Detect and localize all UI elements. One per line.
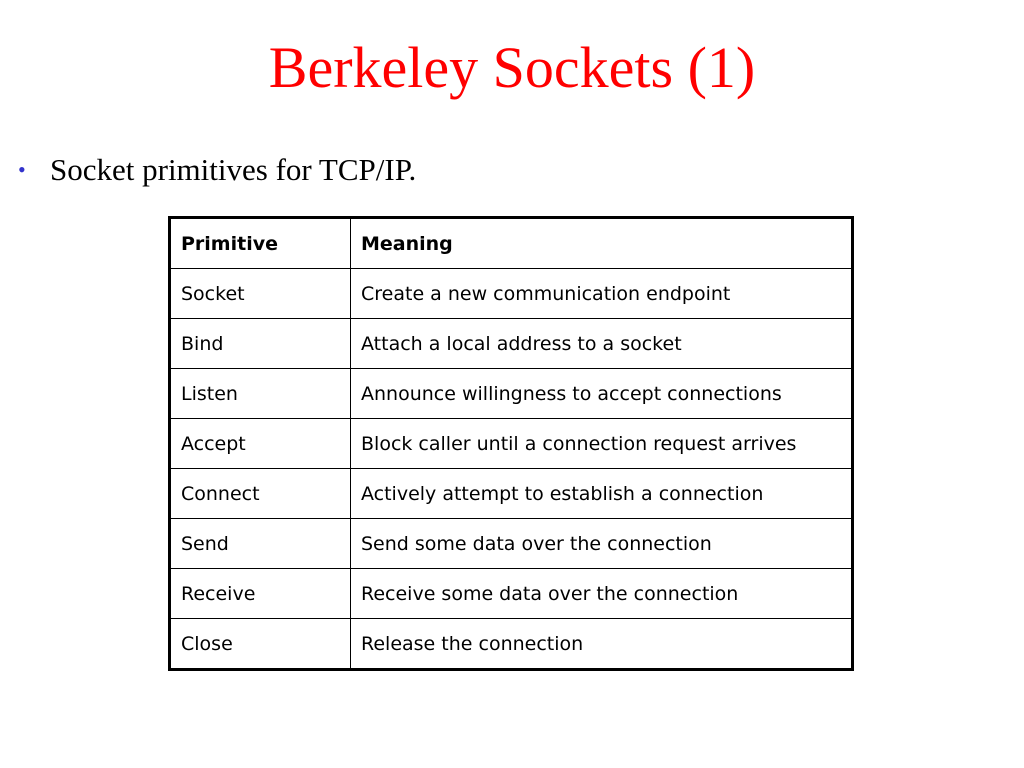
table-header-row: [170, 218, 853, 269]
table-row: [170, 419, 853, 469]
bullet-text: Socket primitives for TCP/IP.: [50, 152, 417, 187]
table-row: [170, 469, 853, 519]
meaning-cell: Release the connection: [351, 619, 853, 670]
primitive-cell: Send: [170, 519, 351, 569]
meaning-cell: Send some data over the connection: [351, 519, 853, 569]
table-row: [170, 519, 853, 569]
table-row: [170, 619, 853, 670]
meaning-cell: Block caller until a connection request arrives: [351, 419, 853, 469]
primitive-cell: Socket: [170, 269, 351, 319]
primitive-cell: Close: [170, 619, 351, 670]
bullet-dot-icon: •: [18, 157, 26, 182]
meaning-cell: Announce willingness to accept connections: [351, 369, 853, 419]
meaning-cell: Create a new communication endpoint: [351, 269, 853, 319]
table-row: [170, 369, 853, 419]
header-primitive: Primitive: [170, 218, 351, 269]
primitive-cell: Listen: [170, 369, 351, 419]
header-meaning: Meaning: [351, 218, 853, 269]
primitive-cell: Accept: [170, 419, 351, 469]
meaning-cell: Attach a local address to a socket: [351, 319, 853, 369]
bullet-item: [18, 148, 416, 192]
primitive-cell: Bind: [170, 319, 351, 369]
table-row: [170, 319, 853, 369]
meaning-cell: Receive some data over the connection: [351, 569, 853, 619]
table-row: [170, 569, 853, 619]
primitive-cell: Receive: [170, 569, 351, 619]
primitive-cell: Connect: [170, 469, 351, 519]
table-row: [170, 269, 853, 319]
meaning-cell: Actively attempt to establish a connection: [351, 469, 853, 519]
primitives-table: [168, 216, 854, 671]
slide-title: Berkeley Sockets (1): [268, 35, 756, 100]
